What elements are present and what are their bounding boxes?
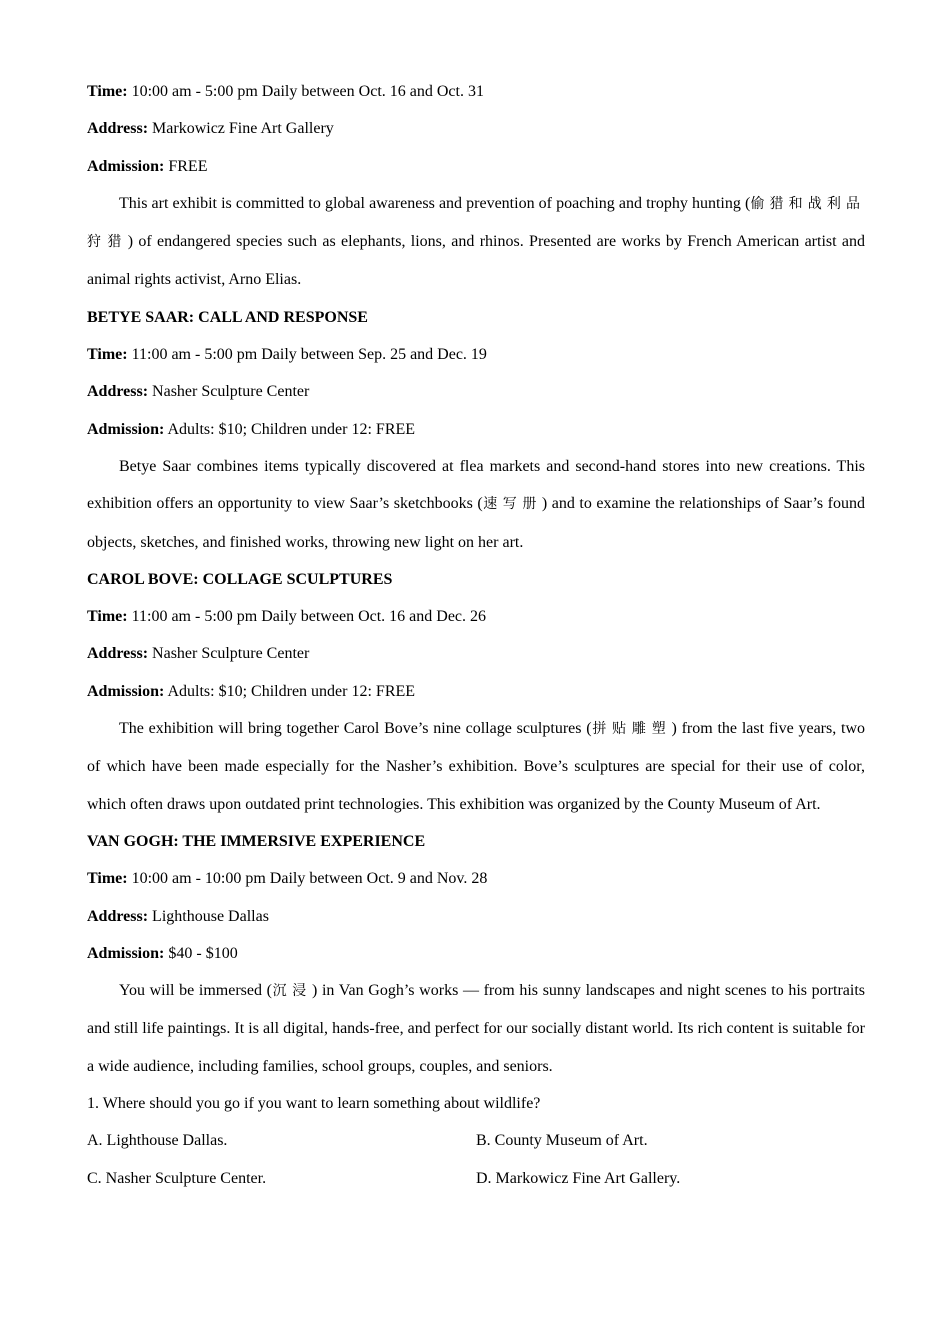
exhibit-description [87,448,865,561]
time-line [87,860,865,897]
exhibit-title: VAN GOGH: THE IMMERSIVE EXPERIENCE [87,832,426,850]
time-value: 10:00 am - 10:00 pm Daily between Oct. 9 and Nov. 28 [131,870,488,888]
chinese-gloss: 拼贴雕塑 [591,721,672,738]
exhibit-van-gogh [87,823,865,1085]
exhibit-carol-bove [87,561,865,823]
exhibit-description [87,185,865,299]
exhibit-markowicz [87,73,865,299]
admission-label: Admission: [87,157,165,175]
time-label: Time: [87,83,128,100]
exhibit-title: CAROL BOVE: COLLAGE SCULPTURES [87,570,393,588]
description-text: This art exhibit is committed to global awareness and prevention of poaching and trophy hunting ( [119,194,751,212]
document-page [87,73,865,1197]
description-text: Betye Saar combines items typically discovered at flea markets and second-hand stores into new creations. This exhibition offers an opportunity to view Saar’s sketchbooks ( [87,457,865,513]
address-line [87,110,865,147]
chinese-gloss: 偷猎和战利品狩猎 [87,195,866,251]
time-label: Time: [87,346,128,364]
description-text: You will be immersed ( [119,982,272,1000]
description-text: ) in Van Gogh’s works — from his sunny landscapes and night scenes to his portraits and still life paintings. It is all digital, hands-free, and perfect for our socially distant world. Its rich content is suitable for a wide audience, including families, school groups, couples, and seniors. [87,982,865,1075]
admission-value: Adults: $10; Children under 12: FREE [167,420,416,438]
answer-options-row [87,1122,865,1159]
admission-line [87,411,865,448]
time-value: 10:00 am - 5:00 pm Daily between Oct. 16 and Oct. 31 [131,83,484,100]
address-value: Lighthouse Dallas [152,907,269,925]
time-label: Time: [87,870,128,888]
time-value: 11:00 am - 5:00 pm Daily between Oct. 16 and Dec. 26 [131,608,487,626]
question-1 [87,1085,865,1197]
exhibit-description [87,710,865,823]
exhibit-description [87,972,865,1085]
option-b: B. County Museum of Art. [476,1132,648,1150]
admission-value: FREE [168,157,208,175]
time-value: 11:00 am - 5:00 pm Daily between Sep. 25 and Dec. 19 [131,346,487,364]
time-line [87,73,865,110]
address-label: Address: [87,383,149,401]
description-text: The exhibition will bring together Carol Bove’s nine collage sculptures ( [119,720,592,738]
address-value: Markowicz Fine Art Gallery [152,120,334,138]
option-d: D. Markowicz Fine Art Gallery. [476,1169,681,1187]
description-text: ) from the last five years, two of which have been made especially for the Nasher’s exhibition. Bove’s sculptures are special for their use of color, which often draws upon outdated print technologies. This exhibition was organized by the County Museum of Art. [87,720,866,813]
address-line [87,898,865,935]
admission-value: Adults: $10; Children under 12: FREE [167,682,416,700]
address-value: Nasher Sculpture Center [152,383,310,401]
exhibit-title: BETYE SAAR: CALL AND RESPONSE [87,308,368,326]
address-value: Nasher Sculpture Center [152,645,310,663]
admission-label: Admission: [87,420,165,438]
admission-line [87,148,865,185]
admission-label: Admission: [87,944,165,962]
admission-line [87,673,865,710]
option-c: C. Nasher Sculpture Center. [87,1169,267,1187]
address-label: Address: [87,120,149,138]
description-text: ) of endangered species such as elephants, lions, and rhinos. Presented are works by French American artist and animal rights activist, Arno Elias. [87,233,866,289]
chinese-gloss: 速写册 [482,496,542,513]
address-line [87,635,865,672]
answer-options-row [87,1160,865,1197]
admission-line [87,935,865,972]
admission-label: Admission: [87,682,165,700]
time-line [87,598,865,635]
question-stem: 1. Where should you go if you want to learn something about wildlife? [87,1095,541,1113]
exhibit-betye-saar [87,299,865,561]
description-text: ) and to examine the relationships of Saar’s found objects, sketches, and finished works, throwing new light on her art. [87,495,866,551]
address-label: Address: [87,907,149,925]
time-line [87,336,865,373]
option-a: A. Lighthouse Dallas. [87,1132,228,1150]
address-label: Address: [87,645,149,663]
admission-value: $40 - $100 [168,944,238,962]
chinese-gloss: 沉浸 [272,983,312,1000]
address-line [87,373,865,410]
time-label: Time: [87,608,128,626]
